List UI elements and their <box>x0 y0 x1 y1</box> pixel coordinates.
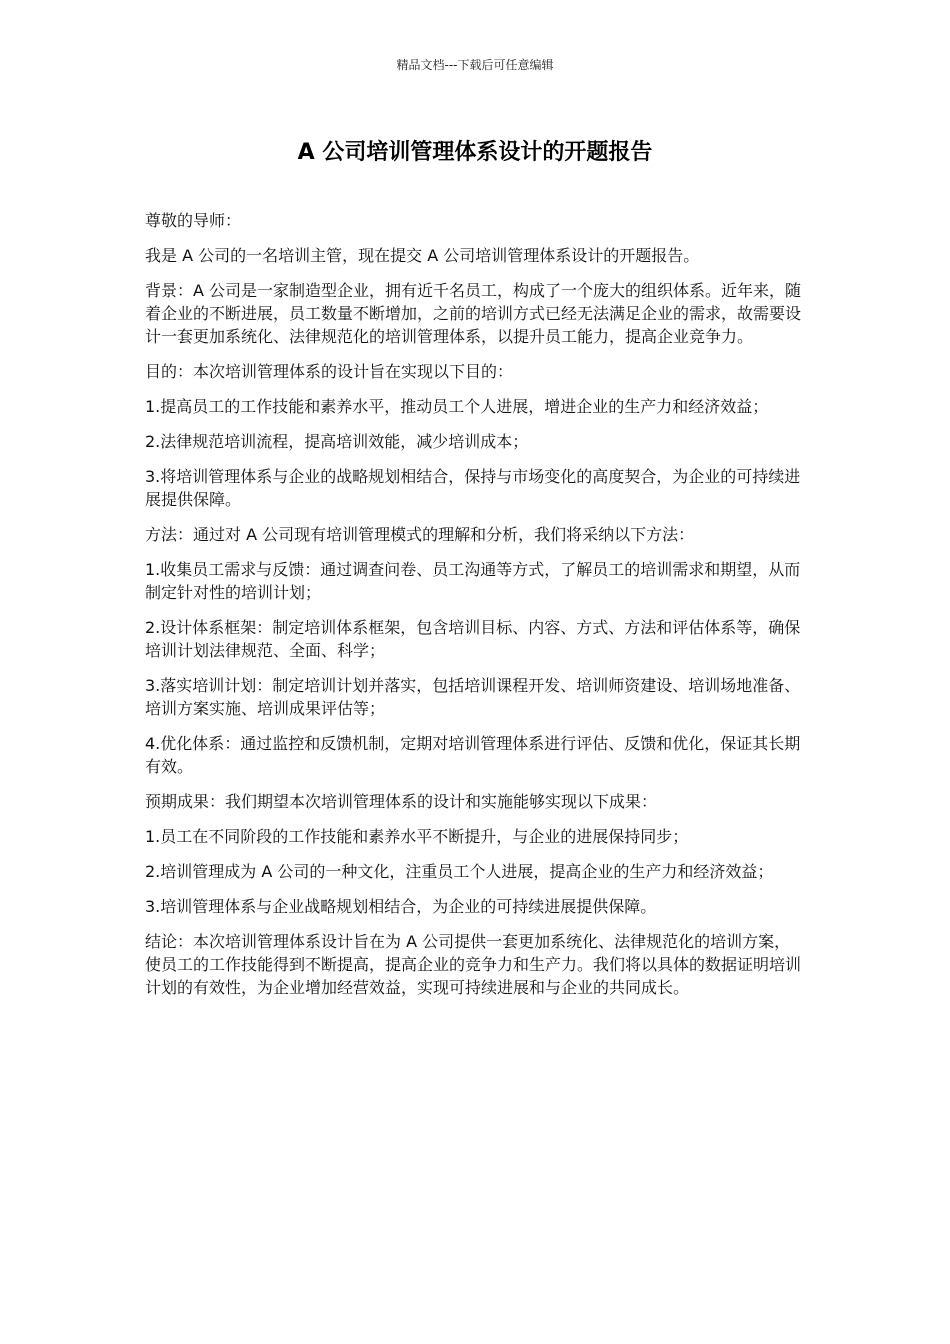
outcome-heading-paragraph: 预期成果：我们期望本次培训管理体系的设计和实施能够实现以下成果： <box>145 792 658 811</box>
method-item-1: 1.收集员工需求与反馈：通过调查问卷、员工沟通等方式，了解员工的培训需求和期望，从而制定针对性的培训计划； <box>145 560 801 602</box>
document-title: A 公司培训管理体系设计的开题报告 <box>297 140 653 165</box>
method-item-4: 4.优化体系：通过监控和反馈机制，定期对培训管理体系进行评估、反馈和优化，保证其长期有效。 <box>145 734 801 776</box>
purpose-heading-paragraph: 目的：本次培训管理体系的设计旨在实现以下目的： <box>145 362 514 381</box>
outcome-item-3: 3.培训管理体系与企业战略规划相结合，为企业的可持续进展提供保障。 <box>145 897 657 916</box>
purpose-item-3: 3.将培训管理体系与企业的战略规划相结合，保持与市场变化的高度契合，为企业的可持续进展提供保障。 <box>145 467 801 509</box>
salutation-paragraph: 尊敬的导师： <box>145 211 242 230</box>
document-body <box>145 209 805 1011</box>
conclusion-paragraph: 结论：本次培训管理体系设计旨在为 A 公司提供一套更加系统化、法律规范化的培训方案，使员工的工作技能得到不断提高，提高企业的竞争力和生产力。我们将以具体的数据证明培训计划的有效性，为企业增加经营效益，实现可持续进展和与企业的共同成长。 <box>145 932 802 997</box>
page-header: 精品文档---下载后可任意编辑 <box>396 58 554 72</box>
method-item-2: 2.设计体系框架：制定培训体系框架，包含培训目标、内容、方式、方法和评估体系等，确保培训计划法律规范、全面、科学； <box>145 618 801 660</box>
intro-paragraph: 我是 A 公司的一名培训主管，现在提交 A 公司培训管理体系设计的开题报告。 <box>145 246 700 265</box>
outcome-item-1: 1.员工在不同阶段的工作技能和素养水平不断提升，与企业的进展保持同步； <box>145 827 689 846</box>
purpose-item-1: 1.提高员工的工作技能和素养水平，推动员工个人进展，增进企业的生产力和经济效益； <box>145 397 769 416</box>
method-item-3: 3.落实培训计划：制定培训计划并落实，包括培训课程开发、培训师资建设、培训场地准备、培训方案实施、培训成果评估等； <box>145 676 801 718</box>
outcome-item-2: 2.培训管理成为 A 公司的一种文化，注重员工个人进展，提高企业的生产力和经济效益； <box>145 862 774 881</box>
background-paragraph: 背景：A 公司是一家制造型企业，拥有近千名员工，构成了一个庞大的组织体系。近年来，随着企业的不断进展，员工数量不断增加，之前的培训方式已经无法满足企业的需求，故需要设计一套更加系统化、法律规范化的培训管理体系，以提升员工能力，提高企业竞争力。 <box>145 281 802 346</box>
method-heading-paragraph: 方法：通过对 A 公司现有培训管理模式的理解和分析，我们将采纳以下方法： <box>145 525 695 544</box>
purpose-item-2: 2.法律规范培训流程，提高培训效能，减少培训成本； <box>145 432 529 451</box>
